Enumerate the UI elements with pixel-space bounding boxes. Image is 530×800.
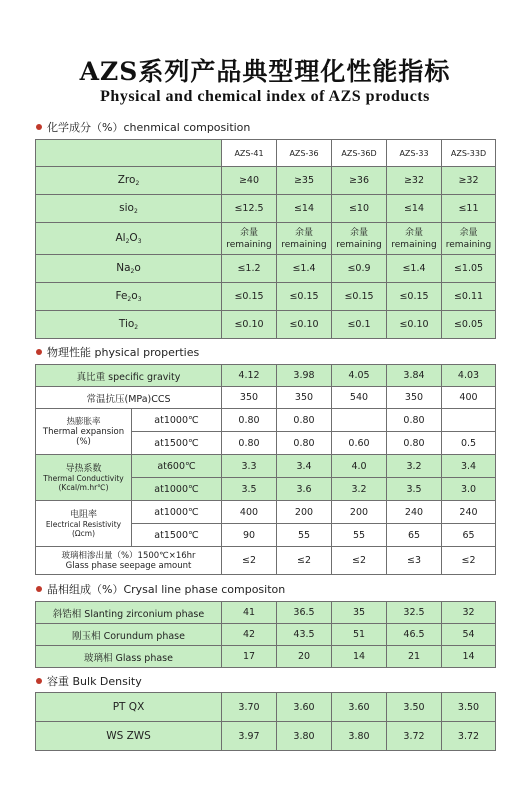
section-crystal-label: 晶相组成（%）Crysal line phase compositon <box>47 583 286 596</box>
value-cell: ≤11 <box>442 195 496 223</box>
table-row <box>36 602 496 624</box>
value-cell: 46.5 <box>387 624 442 646</box>
condition-cell: at1000℃ <box>132 478 222 501</box>
value-cell: ≤2 <box>222 547 277 575</box>
ccs-label: 常温抗压(MPa)CCS <box>36 387 222 409</box>
condition-cell: at1500℃ <box>132 524 222 547</box>
value-cell: 41 <box>222 602 277 624</box>
ws-zws-label: WS ZWS <box>36 722 222 751</box>
value-cell: 0.80 <box>387 432 442 455</box>
value-cell: 350 <box>387 387 442 409</box>
value-cell <box>332 409 387 432</box>
value-cell: 3.50 <box>387 693 442 722</box>
value-cell: ≤0.10 <box>222 311 277 339</box>
seepage-label: 玻璃相渗出量（%）1500℃×16hr Glass phase seepage amount <box>36 547 222 575</box>
value-cell: ≤0.1 <box>332 311 387 339</box>
value-cell: ≤14 <box>387 195 442 223</box>
thermal-conductivity-label: 导热系数 Thermal Conductivity (Kcal/m.hr℃) <box>36 455 132 501</box>
value-cell: 3.2 <box>387 455 442 478</box>
section-physical-heading <box>36 344 199 360</box>
value-cell: 3.80 <box>332 722 387 751</box>
resistivity-label: 电阻率 Electrical Resistivity (Ωcm) <box>36 501 132 547</box>
section-physical-label: 物理性能 physical properties <box>47 346 200 359</box>
value-cell: ≤1.4 <box>387 255 442 283</box>
product-header: AZS-33 <box>387 140 442 167</box>
value-cell: 400 <box>222 501 277 524</box>
value-cell: 0.80 <box>277 409 332 432</box>
value-cell: ≥40 <box>222 167 277 195</box>
zro2-label: Zro$_2$ <box>36 167 222 195</box>
table-row <box>36 624 496 646</box>
value-cell: 42 <box>222 624 277 646</box>
table-row <box>36 455 496 478</box>
table-row <box>36 311 496 339</box>
table-row <box>36 693 496 722</box>
value-cell: 14 <box>442 646 496 668</box>
bullet-dot-icon <box>36 678 42 684</box>
glass-phase-label: 玻璃相 Glass phase <box>36 646 222 668</box>
value-cell: 3.4 <box>442 455 496 478</box>
value-cell: 54 <box>442 624 496 646</box>
value-cell: 0.80 <box>387 409 442 432</box>
table-row <box>36 501 496 524</box>
product-header: AZS-36D <box>332 140 387 167</box>
table-row <box>36 140 496 167</box>
value-cell: 3.72 <box>442 722 496 751</box>
value-cell: ≤12.5 <box>222 195 277 223</box>
value-cell: ≤1.2 <box>222 255 277 283</box>
value-cell: 3.4 <box>277 455 332 478</box>
value-cell: 0.5 <box>442 432 496 455</box>
value-cell: 余量 remaining <box>442 223 496 255</box>
tio2-label: Tio$_2$ <box>36 311 222 339</box>
value-cell: 32 <box>442 602 496 624</box>
table-row <box>36 547 496 575</box>
product-header: AZS-36 <box>277 140 332 167</box>
section-chemical-label: 化学成分（%）chenmical composition <box>47 121 251 134</box>
table-row <box>36 255 496 283</box>
value-cell: 17 <box>222 646 277 668</box>
value-cell: 余量 remaining <box>222 223 277 255</box>
page-title: AZS系列产品典型理化性能指标 <box>79 57 451 86</box>
chemical-table <box>35 139 496 339</box>
value-cell: 余量 remaining <box>387 223 442 255</box>
value-cell: 65 <box>387 524 442 547</box>
value-cell: 21 <box>387 646 442 668</box>
value-cell: ≤0.9 <box>332 255 387 283</box>
value-cell: ≥36 <box>332 167 387 195</box>
value-cell: 200 <box>332 501 387 524</box>
value-cell: 51 <box>332 624 387 646</box>
value-cell: 0.60 <box>332 432 387 455</box>
table-row <box>36 646 496 668</box>
value-cell: ≤2 <box>442 547 496 575</box>
value-cell: 3.6 <box>277 478 332 501</box>
section-crystal-heading <box>36 581 285 597</box>
condition-cell: at1000℃ <box>132 501 222 524</box>
value-cell: 余量 remaining <box>277 223 332 255</box>
value-cell: 3.80 <box>277 722 332 751</box>
section-bulk-label: 容重 Bulk Density <box>47 675 142 688</box>
value-cell: ≥32 <box>387 167 442 195</box>
value-cell: ≤1.05 <box>442 255 496 283</box>
bullet-dot-icon <box>36 586 42 592</box>
value-cell: 3.50 <box>442 693 496 722</box>
value-cell: 32.5 <box>387 602 442 624</box>
condition-cell: at600℃ <box>132 455 222 478</box>
table-row <box>36 365 496 387</box>
value-cell <box>442 409 496 432</box>
value-cell: ≤0.10 <box>387 311 442 339</box>
value-cell: 4.0 <box>332 455 387 478</box>
bullet-dot-icon <box>36 349 42 355</box>
value-cell: 3.70 <box>222 693 277 722</box>
gravity-label: 真比重 specific gravity <box>36 365 222 387</box>
value-cell: 余量 remaining <box>332 223 387 255</box>
table-row <box>36 387 496 409</box>
table-row <box>36 223 496 255</box>
al2o3-label: $Al_2O_3$ <box>36 223 222 255</box>
value-cell: ≥32 <box>442 167 496 195</box>
value-cell: 3.5 <box>222 478 277 501</box>
value-cell: 4.03 <box>442 365 496 387</box>
product-header: AZS-33D <box>442 140 496 167</box>
value-cell: ≤1.4 <box>277 255 332 283</box>
value-cell: 0.80 <box>222 409 277 432</box>
value-cell: 4.12 <box>222 365 277 387</box>
value-cell: 3.72 <box>387 722 442 751</box>
bulk-table <box>35 692 496 751</box>
value-cell: 43.5 <box>277 624 332 646</box>
page-subtitle: Physical and chemical index of AZS products <box>100 88 430 105</box>
value-cell: ≤2 <box>277 547 332 575</box>
product-header: AZS-41 <box>222 140 277 167</box>
value-cell: ≤0.10 <box>277 311 332 339</box>
value-cell: ≤0.15 <box>222 283 277 311</box>
value-cell: 36.5 <box>277 602 332 624</box>
value-cell: ≤0.15 <box>277 283 332 311</box>
value-cell: 55 <box>277 524 332 547</box>
sio2-label: sio$_2$ <box>36 195 222 223</box>
value-cell: 240 <box>442 501 496 524</box>
condition-cell: at1500℃ <box>132 432 222 455</box>
physical-table <box>35 364 496 575</box>
value-cell: ≤0.15 <box>332 283 387 311</box>
value-cell: 400 <box>442 387 496 409</box>
table-row <box>36 167 496 195</box>
value-cell: 200 <box>277 501 332 524</box>
value-cell: 3.3 <box>222 455 277 478</box>
value-cell: 3.0 <box>442 478 496 501</box>
value-cell: 90 <box>222 524 277 547</box>
section-bulk-heading <box>36 673 142 689</box>
value-cell: 3.60 <box>332 693 387 722</box>
value-cell: 3.97 <box>222 722 277 751</box>
crystal-table <box>35 601 496 668</box>
value-cell: 240 <box>387 501 442 524</box>
fe2o3-label: $Fe_2o_3$ <box>36 283 222 311</box>
value-cell: ≤0.15 <box>387 283 442 311</box>
value-cell: 3.60 <box>277 693 332 722</box>
value-cell: ≤0.11 <box>442 283 496 311</box>
value-cell: 65 <box>442 524 496 547</box>
bullet-dot-icon <box>36 124 42 130</box>
pt-qx-label: PT QX <box>36 693 222 722</box>
value-cell: ≤3 <box>387 547 442 575</box>
table-row <box>36 722 496 751</box>
value-cell: 35 <box>332 602 387 624</box>
thermal-expansion-label: 热膨胀率 Thermal expansion (%) <box>36 409 132 455</box>
value-cell: 4.05 <box>332 365 387 387</box>
value-cell: ≤0.05 <box>442 311 496 339</box>
value-cell: ≤14 <box>277 195 332 223</box>
value-cell: 20 <box>277 646 332 668</box>
condition-cell: at1000℃ <box>132 409 222 432</box>
section-chemical-heading <box>36 119 250 135</box>
value-cell: 540 <box>332 387 387 409</box>
value-cell: 3.84 <box>387 365 442 387</box>
table-row <box>36 409 496 432</box>
table-row <box>36 283 496 311</box>
table-row <box>36 195 496 223</box>
value-cell: 0.80 <box>222 432 277 455</box>
corundum-phase-label: 刚玉相 Corundum phase <box>36 624 222 646</box>
value-cell: 14 <box>332 646 387 668</box>
value-cell: 55 <box>332 524 387 547</box>
na2o-label: $Na_2o$ <box>36 255 222 283</box>
value-cell: 3.2 <box>332 478 387 501</box>
value-cell: ≤2 <box>332 547 387 575</box>
value-cell: 350 <box>222 387 277 409</box>
value-cell: 350 <box>277 387 332 409</box>
value-cell: 3.5 <box>387 478 442 501</box>
slant-phase-label: 斜锆相 Slanting zirconium phase <box>36 602 222 624</box>
value-cell: ≤10 <box>332 195 387 223</box>
header-blank <box>36 140 222 167</box>
value-cell: 0.80 <box>277 432 332 455</box>
value-cell: ≥35 <box>277 167 332 195</box>
value-cell: 3.98 <box>277 365 332 387</box>
